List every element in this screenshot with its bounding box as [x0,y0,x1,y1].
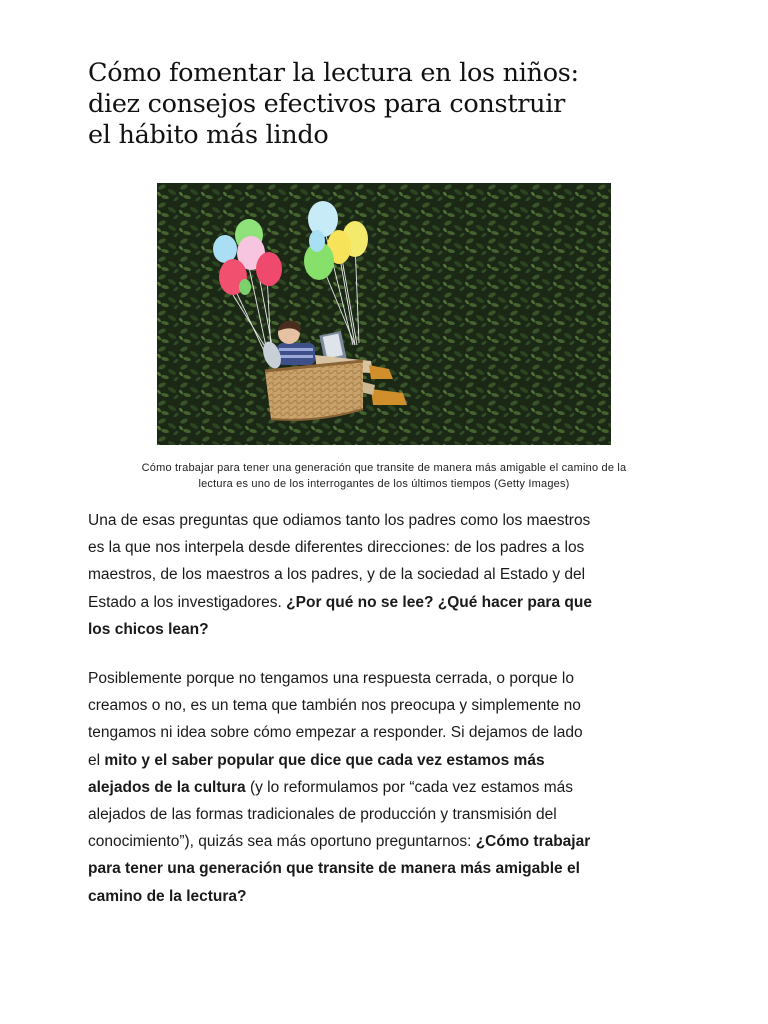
balloon-basket-illustration [157,183,611,445]
paragraph-2-text-a: Posiblemente porque no tengamos una respuesta cerrada, o porque lo creamos o no, es un tema que también nos preocupa y simplemente no tengamos ni idea sobre cómo empezar a responder. Si dejamos de lado el [88,670,583,769]
paragraph-1-bold-question: ¿Por qué no se lee? ¿Qué hacer para que los chicos lean? [88,593,592,638]
article-header [88,58,588,151]
paragraph-2-text-b: (y lo reformulamos por “cada vez estamos más alejados de las formas tradicionales de producción y transmisión del conocimiento”), quizás sea más oportuno preguntarnos: [88,778,573,851]
paragraph-2-bold-myth: mito y el saber popular que dice que cada vez estamos más alejados de la cultura [88,751,545,796]
article-image [157,183,611,445]
wicker-basket [265,361,363,420]
article-body [88,507,594,932]
paragraph-1 [88,507,594,643]
paragraph-2-bold-question: ¿Cómo trabajar para tener una generación que transite de manera más amigable el camino de la lectura? [88,833,591,905]
paragraph-2 [88,665,594,910]
image-caption: Cómo trabajar para tener una generación que transite de manera más amigable el camino de la lectura es uno de los interrogantes de los últimos tiempos (Getty Images) [141,462,627,490]
paragraph-1-text: Una de esas preguntas que odiamos tanto los padres como los maestros es la que nos interpela desde diferentes direcciones: de los padres a los maestros, de los maestros a los padres, y de la sociedad al Estado y del Estado a los investigadores. [88,512,591,611]
article-title: Cómo fomentar la lectura en los niños: diez consejos efectivos para construir el hábito más lindo [88,58,579,150]
